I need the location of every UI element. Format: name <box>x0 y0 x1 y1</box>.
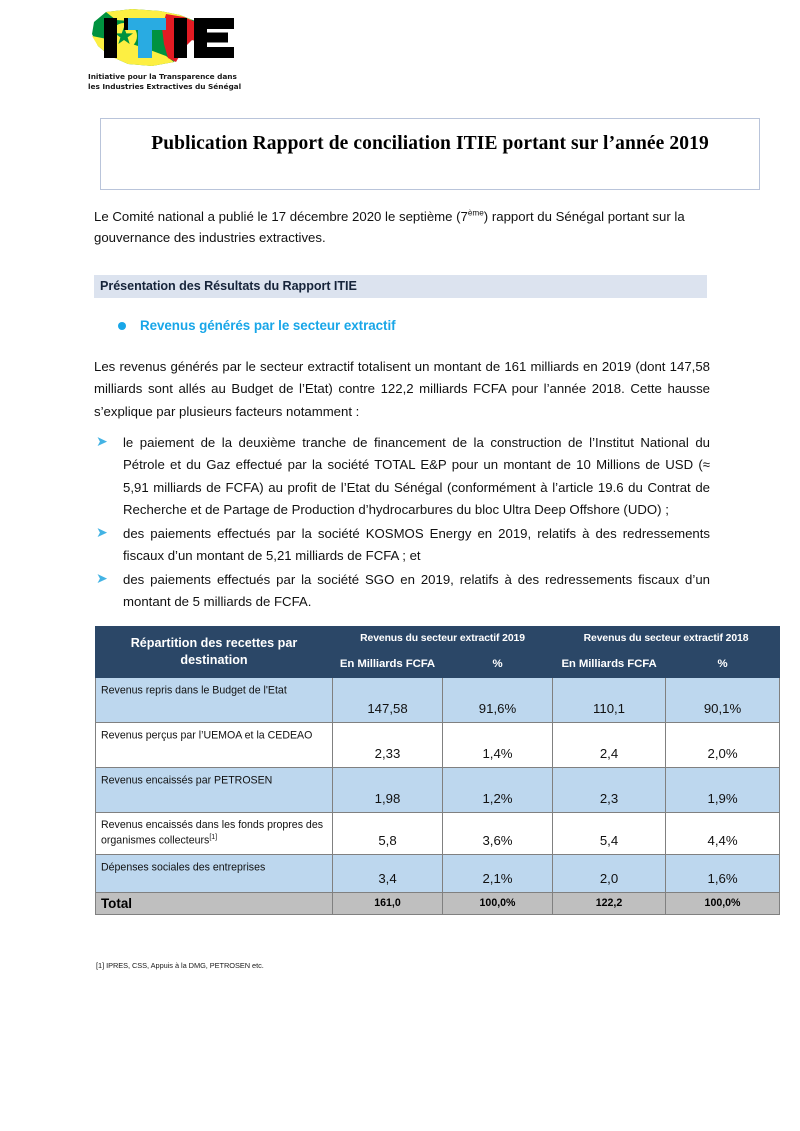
total-value: 100,0% <box>666 893 780 915</box>
row-value: 90,1% <box>666 678 780 723</box>
table-footnote: [1] IPRES, CSS, Appuis à la DMG, PETROSEN etc. <box>96 961 264 970</box>
revenue-distribution-table <box>95 626 780 915</box>
total-value: 100,0% <box>443 893 553 915</box>
row-label-text: Revenus encaissés par PETROSEN <box>101 774 273 787</box>
logo-mark <box>88 6 248 70</box>
row-label <box>96 855 333 893</box>
row-value: 2,1% <box>443 855 553 893</box>
row-value: 1,6% <box>666 855 780 893</box>
table-corner-header: Répartition des recettes par destination <box>96 627 333 678</box>
subsection-heading-label: Revenus générés par le secteur extractif <box>140 318 396 333</box>
table-total-row <box>96 893 780 915</box>
row-value: 91,6% <box>443 678 553 723</box>
section-band-label: Présentation des Résultats du Rapport ITIE <box>100 279 357 293</box>
logo-tagline-line1: Initiative pour la Transparence dans <box>88 72 237 81</box>
table-subheader-pct-2019: % <box>443 651 553 678</box>
row-value: 2,33 <box>333 723 443 768</box>
row-value: 3,6% <box>443 813 553 855</box>
intro-superscript: ème <box>467 208 484 218</box>
table-subheader-pct-2018: % <box>666 651 780 678</box>
row-value: 147,58 <box>333 678 443 723</box>
intro-part1: Le Comité national a publié le 17 décembre 2020 le septième (7 <box>94 209 468 224</box>
list-item-text: le paiement de la deuxième tranche de financement de la construction de l’Institut National du Pétrole et du Gaz effectué par la société TOTAL E&P pour un montant de 10 Millions de USD (≈ 5,91 milliards de FCFA) au profit de l’Etat du Sénégal (conformément à l’article 19.6 du Contrat de Recherche et de Partage de Production d’hydrocarbures du bloc Ultra Deep Offshore (UDO) ; <box>123 435 710 518</box>
row-value: 2,3 <box>553 768 666 813</box>
row-label <box>96 813 333 855</box>
list-item <box>94 432 710 522</box>
title-box <box>100 118 760 190</box>
bullet-dot-icon <box>118 322 126 330</box>
row-label-superscript: [1] <box>209 834 218 842</box>
arrow-bullet-list <box>94 432 710 615</box>
row-label-text: Dépenses sociales des entreprises <box>101 861 266 874</box>
row-value: 1,98 <box>333 768 443 813</box>
row-value: 5,8 <box>333 813 443 855</box>
table-header-row-groups <box>96 627 780 651</box>
section-band <box>94 275 707 298</box>
table-subheader-fcfa-2018: En Milliards FCFA <box>553 651 666 678</box>
row-label-text: Revenus perçus par l’UEMOA et la CEDEAO <box>101 729 313 742</box>
subsection-heading <box>118 318 718 333</box>
table-group-header-2018: Revenus du secteur extractif 2018 <box>553 627 780 651</box>
list-item-text: des paiements effectués par la société KOSMOS Energy en 2019, relatifs à des redressements fiscaux d’un montant de 5,21 milliards de FCFA ; et <box>123 525 710 564</box>
table-row <box>96 768 780 813</box>
arrow-bullet-icon: ➤ <box>96 569 108 586</box>
row-value: 5,4 <box>553 813 666 855</box>
itie-senegal-logo <box>88 6 258 102</box>
row-label <box>96 768 333 813</box>
row-label-text: Revenus repris dans le Budget de l'Etat <box>101 684 287 697</box>
table-subheader-fcfa-2019: En Milliards FCFA <box>333 651 443 678</box>
total-value: 161,0 <box>333 893 443 915</box>
row-value: 1,2% <box>443 768 553 813</box>
row-value: 110,1 <box>553 678 666 723</box>
row-label <box>96 723 333 768</box>
row-value: 2,0 <box>553 855 666 893</box>
revenue-table-wrapper <box>95 626 779 915</box>
page-title: Publication Rapport de conciliation ITIE portant sur l’année 2019 <box>151 133 709 154</box>
row-value: 2,4 <box>553 723 666 768</box>
table-group-header-2019: Revenus du secteur extractif 2019 <box>333 627 553 651</box>
arrow-bullet-icon: ➤ <box>96 523 108 540</box>
row-value: 1,4% <box>443 723 553 768</box>
table-row <box>96 813 780 855</box>
body-paragraph: Les revenus générés par le secteur extractif totalisent un montant de 161 milliards en 2019 (dont 147,58 milliards sont allés au Budget de l’Etat) contre 122,2 milliards FCFA pour l’année 2018. Cette hausse s’explique par plusieurs facteurs notamment : <box>94 359 710 419</box>
total-value: 122,2 <box>553 893 666 915</box>
table-row <box>96 855 780 893</box>
table-row <box>96 723 780 768</box>
logo-tagline <box>88 72 253 92</box>
itie-map-logo-icon <box>88 6 248 70</box>
arrow-bullet-icon: ➤ <box>96 433 108 449</box>
intro-part2: ) rapport du Sénégal portant sur la gouvernance des industries extractives. <box>94 209 685 246</box>
total-label: Total <box>96 893 333 915</box>
row-value: 1,9% <box>666 768 780 813</box>
row-value: 2,0% <box>666 723 780 768</box>
row-value: 3,4 <box>333 855 443 893</box>
list-item <box>94 523 710 568</box>
logo-tagline-line2: les Industries Extractives du Sénégal <box>88 81 242 91</box>
row-label <box>96 678 333 723</box>
row-label-text: Revenus encaissés dans les fonds propres des organismes collecteurs <box>101 819 324 847</box>
intro-paragraph <box>94 206 710 249</box>
list-item <box>94 569 710 614</box>
table-row <box>96 678 780 723</box>
row-value: 4,4% <box>666 813 780 855</box>
list-item-text: des paiements effectués par la société SGO en 2019, relatifs à des redressements fiscaux d’un montant de 5 milliards de FCFA. <box>123 571 710 610</box>
